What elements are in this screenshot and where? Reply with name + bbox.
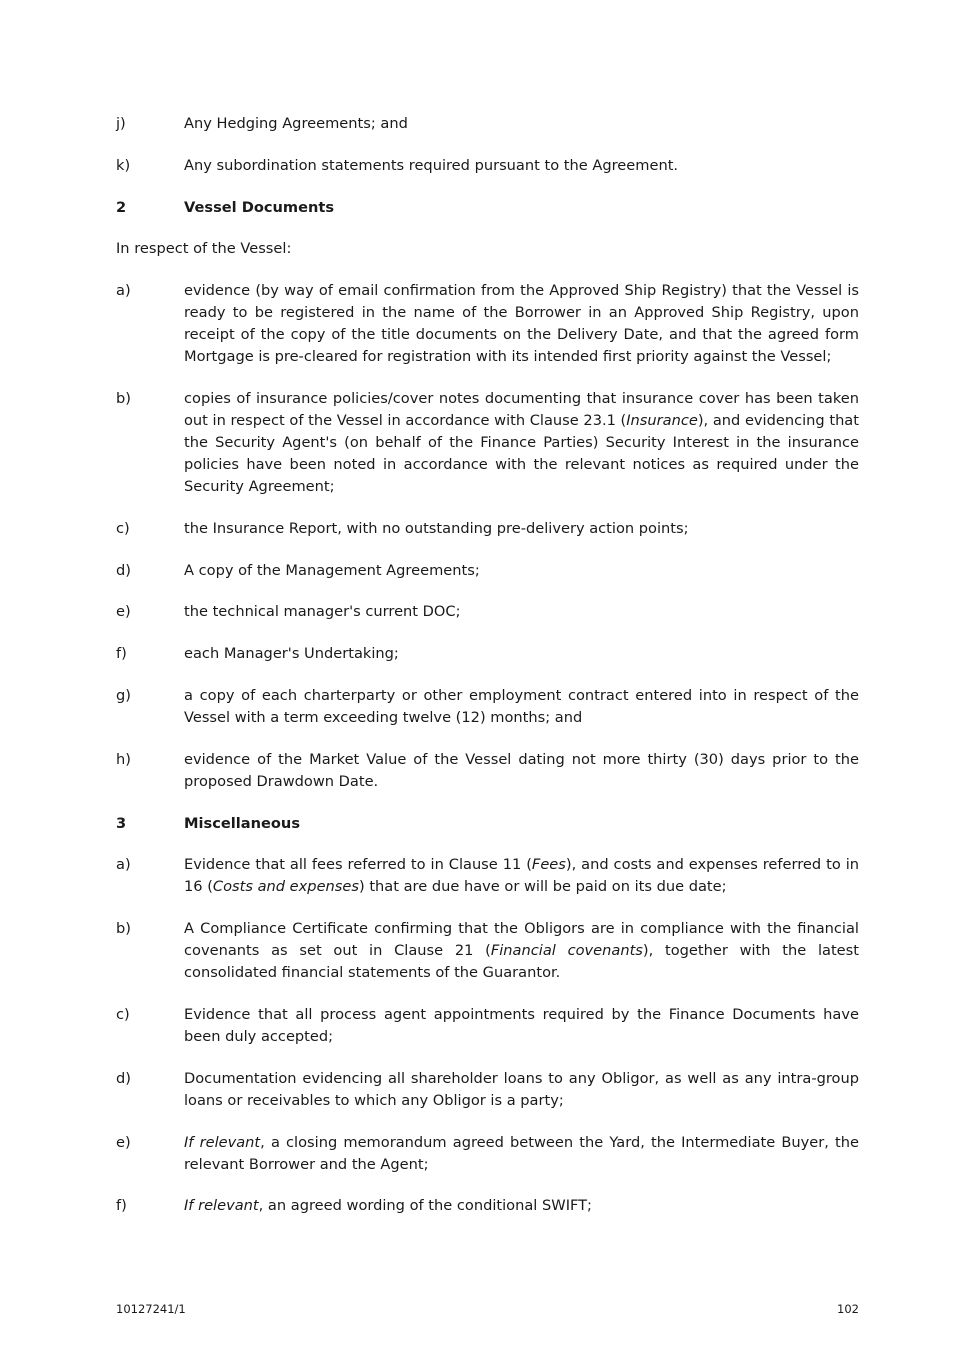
item-text: copies of insurance policies/cover notes documenting that insurance cover has been taken out in respect of the Vessel in accordance with Clause 23.1 (Insurance), and evidencing that the Security Agent's (on behalf of the Finance Parties) Security Interest in the insurance policies have been noted in accordance with the relevant notices as required under the Security Agreement;	[184, 390, 859, 495]
item-label: g)	[116, 687, 131, 704]
item-label: f)	[116, 645, 127, 662]
list-item	[116, 685, 859, 729]
item-text: If relevant, an agreed wording of the conditional SWIFT;	[184, 1197, 592, 1214]
list-item	[116, 1195, 859, 1217]
item-label: e)	[116, 603, 131, 620]
item-label: j)	[116, 115, 126, 132]
document-reference: 10127241/1	[116, 1302, 186, 1316]
item-label: e)	[116, 1134, 131, 1151]
item-label: f)	[116, 1197, 127, 1214]
section-number: 2	[116, 199, 127, 216]
list-item	[116, 1004, 859, 1048]
item-text: Any Hedging Agreements; and	[184, 115, 408, 132]
item-label: b)	[116, 390, 131, 407]
list-item	[116, 280, 859, 368]
item-text: If relevant, a closing memorandum agreed between the Yard, the Intermediate Buyer, the relevant Borrower and the Agent;	[184, 1134, 859, 1173]
item-text: the Insurance Report, with no outstanding pre-delivery action points;	[184, 520, 689, 537]
item-label: c)	[116, 520, 130, 537]
list-item	[116, 749, 859, 793]
list-item	[116, 643, 859, 665]
list-item	[116, 388, 859, 498]
list-item	[116, 560, 859, 582]
item-text: A copy of the Management Agreements;	[184, 562, 480, 579]
list-item	[116, 918, 859, 984]
item-text: Any subordination statements required pursuant to the Agreement.	[184, 157, 679, 174]
section-title: Miscellaneous	[184, 815, 301, 832]
item-text: A Compliance Certificate confirming that the Obligors are in compliance with the financial covenants as set out in Clause 21 (Financial covenants), together with the latest consolidated financial statements of the Guarantor.	[184, 920, 859, 981]
item-label: b)	[116, 920, 131, 937]
item-text: Documentation evidencing all shareholder loans to any Obligor, as well as any intra-group loans or receivables to which any Obligor is a party;	[184, 1070, 859, 1109]
list-item	[116, 601, 859, 623]
section-number: 3	[116, 815, 127, 832]
item-label: d)	[116, 562, 131, 579]
item-text: each Manager's Undertaking;	[184, 645, 399, 662]
item-label: c)	[116, 1006, 130, 1023]
section-title: Vessel Documents	[184, 199, 335, 216]
item-label: a)	[116, 282, 131, 299]
list-item	[116, 518, 859, 540]
item-text: a copy of each charterparty or other employment contract entered into in respect of the Vessel with a term exceeding twelve (12) months; and	[184, 687, 859, 726]
item-text: evidence of the Market Value of the Vessel dating not more thirty (30) days prior to the proposed Drawdown Date.	[184, 751, 859, 790]
list-item	[116, 155, 859, 177]
item-text: the technical manager's current DOC;	[184, 603, 461, 620]
list-item	[116, 113, 859, 135]
item-text: evidence (by way of email confirmation from the Approved Ship Registry) that the Vessel is ready to be registered in the name of the Borrower in an Approved Ship Registry, upon receipt of the copy of the title documents on the Delivery Date, and that the agreed form Mortgage is pre-cleared for registration with its intended first priority against the Vessel;	[184, 282, 859, 365]
item-text: Evidence that all fees referred to in Clause 11 (Fees), and costs and expenses referred to in 16 (Costs and expenses) that are due have or will be paid on its due date;	[184, 856, 860, 895]
page-number: 102	[837, 1302, 859, 1316]
item-label: d)	[116, 1070, 131, 1087]
list-item	[116, 1068, 859, 1112]
item-text: Evidence that all process agent appointments required by the Finance Documents have been duly accepted;	[184, 1006, 859, 1045]
item-label: a)	[116, 856, 131, 873]
item-label: h)	[116, 751, 131, 768]
section-intro: In respect of the Vessel:	[116, 240, 292, 257]
list-item	[116, 1132, 859, 1176]
item-label: k)	[116, 157, 131, 174]
section-heading	[116, 813, 300, 835]
section-heading	[116, 197, 334, 219]
list-item	[116, 854, 859, 898]
